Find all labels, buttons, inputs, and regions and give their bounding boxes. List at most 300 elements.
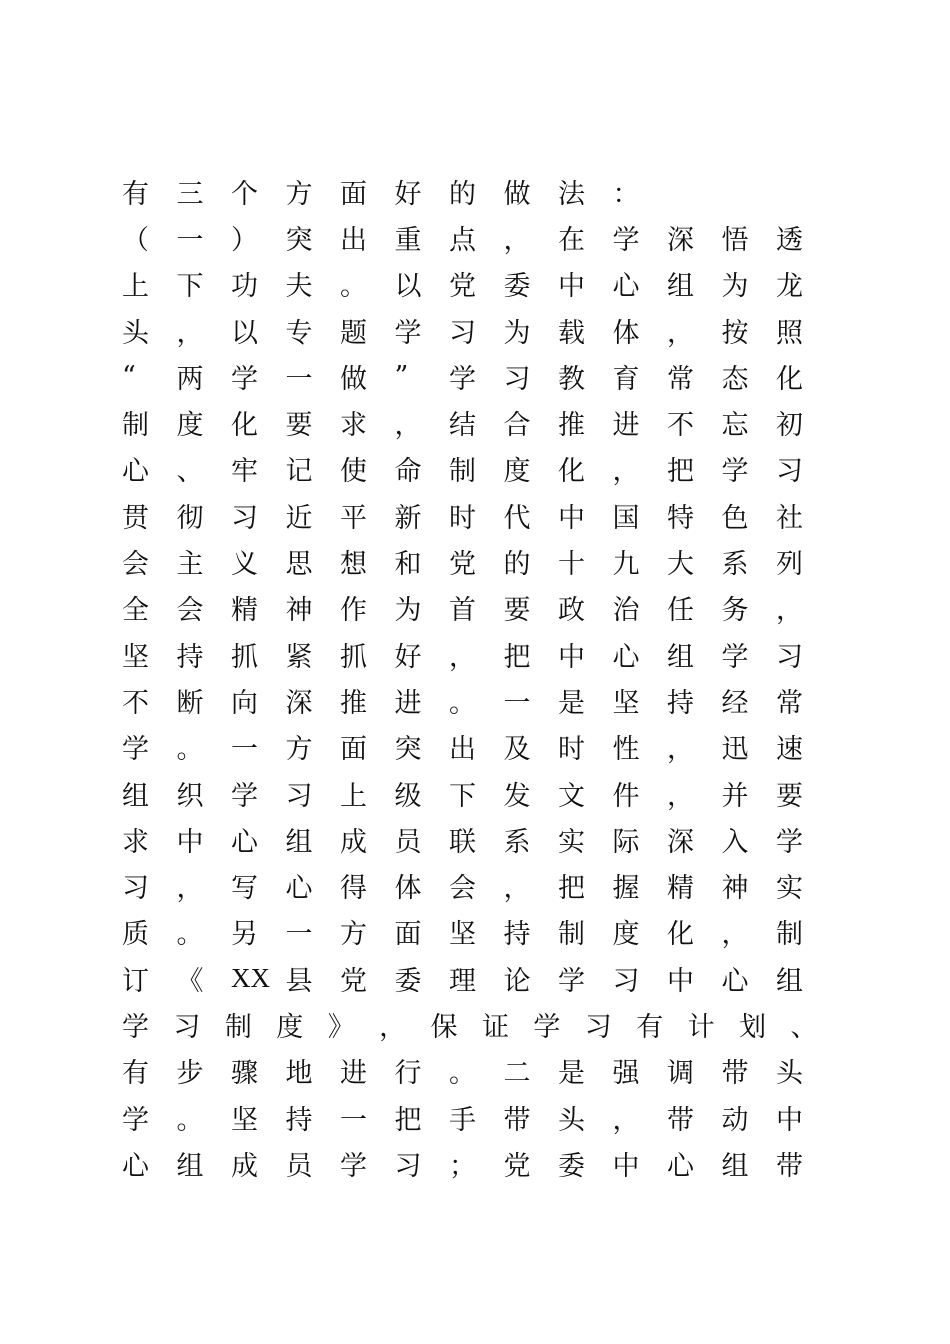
glyph: 抓 bbox=[231, 641, 258, 673]
glyph: 习 bbox=[776, 456, 803, 488]
text-line bbox=[122, 214, 842, 260]
text-line bbox=[122, 724, 842, 770]
glyph: 下 bbox=[449, 780, 476, 812]
glyph: 做 bbox=[503, 178, 531, 210]
glyph: 一 bbox=[503, 687, 531, 719]
glyph: 进 bbox=[394, 687, 422, 719]
glyph: 好 bbox=[394, 641, 422, 673]
glyph: 中 bbox=[612, 1150, 640, 1182]
glyph: 断 bbox=[176, 687, 204, 719]
glyph: 面 bbox=[394, 919, 422, 951]
glyph: 党 bbox=[503, 1150, 531, 1182]
glyph: 有 bbox=[636, 1011, 664, 1043]
glyph: 有 bbox=[122, 1058, 149, 1090]
glyph: 持 bbox=[667, 687, 694, 719]
glyph: 地 bbox=[285, 1058, 313, 1090]
text-line bbox=[122, 261, 842, 307]
glyph: 以 bbox=[394, 271, 422, 303]
glyph: 神 bbox=[285, 595, 313, 627]
glyph: 。 bbox=[449, 687, 476, 719]
glyph: 中 bbox=[558, 271, 585, 303]
glyph: 十 bbox=[558, 549, 585, 581]
glyph: 带 bbox=[721, 1058, 749, 1090]
glyph: ， bbox=[176, 317, 204, 349]
glyph: ， bbox=[667, 317, 694, 349]
glyph: 员 bbox=[285, 1150, 313, 1182]
glyph: 态 bbox=[721, 363, 749, 395]
glyph: 会 bbox=[176, 595, 204, 627]
glyph: 突 bbox=[394, 734, 422, 766]
glyph: 坚 bbox=[122, 641, 149, 673]
glyph: 中 bbox=[667, 965, 694, 997]
text-line bbox=[122, 955, 842, 1001]
glyph: 习 bbox=[776, 641, 803, 673]
glyph: 组 bbox=[667, 271, 694, 303]
glyph: 任 bbox=[667, 595, 694, 627]
glyph: 学 bbox=[449, 363, 476, 395]
glyph: ， bbox=[667, 734, 694, 766]
glyph: “ bbox=[122, 360, 136, 392]
glyph: 习 bbox=[394, 1150, 422, 1182]
glyph: 学 bbox=[533, 1011, 561, 1043]
glyph: ， bbox=[176, 873, 204, 905]
glyph: 政 bbox=[558, 595, 585, 627]
text-line bbox=[122, 1140, 842, 1186]
glyph: 一 bbox=[176, 224, 204, 256]
glyph: 要 bbox=[285, 410, 313, 442]
text-line bbox=[122, 1094, 842, 1140]
glyph: 组 bbox=[176, 1150, 204, 1182]
glyph: XX bbox=[231, 962, 270, 993]
glyph: ， bbox=[667, 780, 694, 812]
glyph: 有 bbox=[122, 178, 149, 210]
glyph: 首 bbox=[449, 595, 476, 627]
glyph: 初 bbox=[776, 410, 803, 442]
glyph: 使 bbox=[340, 456, 367, 488]
glyph: 贯 bbox=[122, 502, 149, 534]
glyph: ， bbox=[394, 410, 422, 442]
glyph: 心 bbox=[667, 1150, 694, 1182]
glyph: 入 bbox=[721, 826, 749, 858]
glyph: 调 bbox=[667, 1058, 694, 1090]
glyph: 化 bbox=[558, 456, 585, 488]
glyph: 际 bbox=[612, 826, 640, 858]
glyph: 手 bbox=[449, 1104, 476, 1136]
glyph: 习 bbox=[285, 780, 313, 812]
glyph: 带 bbox=[667, 1104, 694, 1136]
glyph: 为 bbox=[503, 317, 531, 349]
text-line bbox=[122, 631, 842, 677]
glyph: 不 bbox=[122, 687, 149, 719]
glyph: 论 bbox=[503, 965, 531, 997]
glyph: 发 bbox=[503, 780, 531, 812]
glyph: 作 bbox=[340, 595, 367, 627]
glyph: 持 bbox=[176, 641, 204, 673]
glyph: 两 bbox=[176, 363, 204, 395]
glyph: 制 bbox=[224, 1011, 252, 1043]
glyph: 合 bbox=[503, 410, 531, 442]
glyph: 突 bbox=[285, 224, 313, 256]
glyph: 习 bbox=[449, 317, 476, 349]
glyph: 学 bbox=[122, 1104, 149, 1136]
glyph: 制 bbox=[558, 919, 585, 951]
glyph: 习 bbox=[584, 1011, 612, 1043]
glyph: 迅 bbox=[721, 734, 749, 766]
glyph: 、 bbox=[176, 456, 204, 488]
glyph: 常 bbox=[776, 687, 803, 719]
glyph: 中 bbox=[776, 1104, 803, 1136]
glyph: 功 bbox=[231, 271, 258, 303]
glyph: 学 bbox=[231, 363, 258, 395]
glyph: （ bbox=[122, 224, 149, 256]
text-line bbox=[122, 816, 842, 862]
glyph: 学 bbox=[721, 641, 749, 673]
glyph: 以 bbox=[231, 317, 258, 349]
glyph: 进 bbox=[340, 1058, 367, 1090]
glyph: 《 bbox=[176, 965, 204, 997]
glyph: 坚 bbox=[231, 1104, 258, 1136]
glyph: 神 bbox=[721, 873, 749, 905]
glyph: 习 bbox=[173, 1011, 201, 1043]
glyph: 经 bbox=[721, 687, 749, 719]
glyph: 速 bbox=[776, 734, 803, 766]
glyph: 成 bbox=[340, 826, 367, 858]
glyph: 务 bbox=[721, 595, 749, 627]
glyph: 命 bbox=[394, 456, 422, 488]
glyph: 学 bbox=[122, 734, 149, 766]
glyph: 委 bbox=[558, 1150, 585, 1182]
glyph: 头 bbox=[558, 1104, 585, 1136]
glyph: 方 bbox=[340, 919, 367, 951]
glyph: 常 bbox=[667, 363, 694, 395]
glyph: 中 bbox=[176, 826, 204, 858]
glyph: 深 bbox=[285, 687, 313, 719]
glyph: 学 bbox=[394, 317, 422, 349]
glyph: 抓 bbox=[340, 641, 367, 673]
glyph: 点 bbox=[449, 224, 476, 256]
glyph: 握 bbox=[612, 873, 640, 905]
glyph: 持 bbox=[503, 919, 531, 951]
body-text bbox=[122, 168, 842, 1187]
glyph: 员 bbox=[394, 826, 422, 858]
glyph: 好 bbox=[394, 178, 422, 210]
glyph: 化 bbox=[667, 919, 694, 951]
glyph: ， bbox=[612, 1104, 640, 1136]
glyph: 列 bbox=[776, 549, 803, 581]
glyph: 党 bbox=[449, 271, 476, 303]
glyph: 为 bbox=[721, 271, 749, 303]
glyph: 彻 bbox=[176, 502, 204, 534]
glyph: 心 bbox=[122, 1150, 149, 1182]
glyph: ， bbox=[776, 595, 803, 627]
glyph: 学 bbox=[231, 780, 258, 812]
glyph: 制 bbox=[122, 410, 149, 442]
glyph: 出 bbox=[449, 734, 476, 766]
glyph: 下 bbox=[176, 271, 204, 303]
glyph: 九 bbox=[612, 549, 640, 581]
glyph: 。 bbox=[449, 1058, 476, 1090]
glyph: 心 bbox=[612, 641, 640, 673]
glyph: ， bbox=[503, 873, 531, 905]
glyph: 求 bbox=[122, 826, 149, 858]
text-line bbox=[122, 677, 842, 723]
glyph: 中 bbox=[558, 502, 585, 534]
glyph: 推 bbox=[558, 410, 585, 442]
glyph: 方 bbox=[285, 178, 313, 210]
glyph: 委 bbox=[394, 965, 422, 997]
glyph: 把 bbox=[558, 873, 585, 905]
glyph: 订 bbox=[122, 965, 149, 997]
glyph: 文 bbox=[558, 780, 585, 812]
glyph: 性 bbox=[612, 734, 640, 766]
glyph: 带 bbox=[776, 1150, 803, 1182]
glyph: 质 bbox=[122, 919, 149, 951]
glyph: 代 bbox=[503, 502, 531, 534]
glyph: 保 bbox=[430, 1011, 458, 1043]
glyph: 要 bbox=[776, 780, 803, 812]
glyph: 组 bbox=[285, 826, 313, 858]
glyph: 坚 bbox=[612, 687, 640, 719]
text-line bbox=[122, 446, 842, 492]
glyph: 。 bbox=[176, 734, 204, 766]
glyph: ， bbox=[721, 919, 749, 951]
glyph: 精 bbox=[667, 873, 694, 905]
glyph: 坚 bbox=[449, 919, 476, 951]
glyph: ） bbox=[231, 224, 258, 256]
glyph: 把 bbox=[394, 1104, 422, 1136]
glyph: 主 bbox=[176, 549, 204, 581]
glyph: 及 bbox=[503, 734, 531, 766]
glyph: 重 bbox=[394, 224, 422, 256]
glyph: 时 bbox=[558, 734, 585, 766]
glyph: 县 bbox=[285, 965, 313, 997]
glyph: ， bbox=[449, 641, 476, 673]
glyph: 学 bbox=[612, 224, 640, 256]
glyph: 学 bbox=[122, 1011, 149, 1043]
glyph: 牢 bbox=[231, 456, 258, 488]
glyph: 是 bbox=[558, 687, 585, 719]
glyph: 会 bbox=[449, 873, 476, 905]
glyph: 向 bbox=[231, 687, 258, 719]
glyph: ， bbox=[612, 456, 640, 488]
glyph: 中 bbox=[558, 641, 585, 673]
glyph: 级 bbox=[394, 780, 422, 812]
glyph: ； bbox=[449, 1150, 476, 1182]
glyph: 方 bbox=[285, 734, 313, 766]
glyph: 出 bbox=[340, 224, 367, 256]
glyph: 强 bbox=[612, 1058, 640, 1090]
glyph: 写 bbox=[231, 873, 258, 905]
glyph: 国 bbox=[612, 502, 640, 534]
glyph: 一 bbox=[231, 734, 258, 766]
glyph: 、 bbox=[790, 1011, 818, 1043]
glyph: 新 bbox=[394, 502, 422, 534]
glyph: 面 bbox=[340, 734, 367, 766]
glyph: 法 bbox=[558, 178, 585, 210]
glyph: 心 bbox=[721, 965, 749, 997]
text-line bbox=[122, 770, 842, 816]
glyph: 思 bbox=[285, 549, 313, 581]
glyph: 另 bbox=[231, 919, 258, 951]
glyph: 深 bbox=[667, 826, 694, 858]
glyph: 社 bbox=[776, 502, 803, 534]
text-line bbox=[122, 492, 842, 538]
glyph: 划 bbox=[739, 1011, 767, 1043]
glyph: 行 bbox=[394, 1058, 422, 1090]
glyph: 心 bbox=[612, 271, 640, 303]
glyph: 。 bbox=[340, 271, 367, 303]
glyph: 习 bbox=[231, 502, 258, 534]
glyph: 证 bbox=[481, 1011, 509, 1043]
glyph: 学 bbox=[340, 1150, 367, 1182]
glyph: 时 bbox=[449, 502, 476, 534]
text-line bbox=[122, 353, 842, 399]
glyph: 学 bbox=[776, 826, 803, 858]
glyph: 度 bbox=[176, 410, 204, 442]
glyph: ： bbox=[612, 178, 640, 210]
glyph: 为 bbox=[394, 595, 422, 627]
glyph: 在 bbox=[558, 224, 585, 256]
glyph: 动 bbox=[721, 1104, 749, 1136]
glyph: 系 bbox=[721, 549, 749, 581]
glyph: 照 bbox=[776, 317, 803, 349]
glyph: 习 bbox=[612, 965, 640, 997]
glyph: 的 bbox=[449, 178, 476, 210]
glyph: 党 bbox=[340, 965, 367, 997]
glyph: 件 bbox=[612, 780, 640, 812]
glyph: 会 bbox=[122, 549, 149, 581]
glyph: 二 bbox=[503, 1058, 531, 1090]
glyph: ” bbox=[394, 360, 409, 392]
glyph: 度 bbox=[276, 1011, 304, 1043]
glyph: 党 bbox=[449, 549, 476, 581]
glyph: 不 bbox=[667, 410, 694, 442]
glyph: 并 bbox=[721, 780, 749, 812]
glyph: 计 bbox=[687, 1011, 715, 1043]
text-line bbox=[122, 307, 842, 353]
glyph: ， bbox=[503, 224, 531, 256]
glyph: 三 bbox=[176, 178, 204, 210]
glyph: 联 bbox=[449, 826, 476, 858]
glyph: 委 bbox=[503, 271, 531, 303]
glyph: 忘 bbox=[721, 410, 749, 442]
glyph: 深 bbox=[667, 224, 694, 256]
glyph: 全 bbox=[122, 595, 149, 627]
glyph: 习 bbox=[122, 873, 149, 905]
glyph: 组 bbox=[122, 780, 149, 812]
glyph: 按 bbox=[721, 317, 749, 349]
glyph: 化 bbox=[231, 410, 258, 442]
text-line bbox=[122, 1048, 842, 1094]
text-line bbox=[122, 585, 842, 631]
glyph: 个 bbox=[231, 178, 258, 210]
glyph: 精 bbox=[231, 595, 258, 627]
glyph: 持 bbox=[285, 1104, 313, 1136]
glyph: 习 bbox=[503, 363, 531, 395]
text-line bbox=[122, 862, 842, 908]
glyph: 和 bbox=[394, 549, 422, 581]
glyph: 组 bbox=[721, 1150, 749, 1182]
glyph: 治 bbox=[612, 595, 640, 627]
text-line bbox=[122, 399, 842, 445]
text-line bbox=[122, 1001, 842, 1047]
glyph: 做 bbox=[340, 363, 367, 395]
glyph: 题 bbox=[340, 317, 367, 349]
glyph: 育 bbox=[612, 363, 640, 395]
glyph: 把 bbox=[667, 456, 694, 488]
glyph: 体 bbox=[612, 317, 640, 349]
glyph: ， bbox=[379, 1011, 407, 1043]
glyph: 一 bbox=[285, 363, 313, 395]
glyph: 特 bbox=[667, 502, 694, 534]
glyph: 》 bbox=[327, 1011, 355, 1043]
glyph: 夫 bbox=[285, 271, 313, 303]
glyph: 记 bbox=[285, 456, 313, 488]
glyph: 一 bbox=[285, 919, 313, 951]
glyph: 进 bbox=[612, 410, 640, 442]
glyph: 组 bbox=[667, 641, 694, 673]
glyph: 龙 bbox=[776, 271, 803, 303]
glyph: 上 bbox=[122, 271, 149, 303]
glyph: 学 bbox=[558, 965, 585, 997]
glyph: 面 bbox=[340, 178, 367, 210]
glyph: 制 bbox=[776, 919, 803, 951]
glyph: 度 bbox=[503, 456, 531, 488]
glyph: 织 bbox=[176, 780, 204, 812]
glyph: 得 bbox=[340, 873, 367, 905]
glyph: 近 bbox=[285, 502, 313, 534]
glyph: 专 bbox=[285, 317, 313, 349]
glyph: 结 bbox=[449, 410, 476, 442]
glyph: 头 bbox=[776, 1058, 803, 1090]
glyph: 学 bbox=[721, 456, 749, 488]
glyph: 心 bbox=[231, 826, 258, 858]
glyph: 平 bbox=[340, 502, 367, 534]
glyph: 想 bbox=[340, 549, 367, 581]
glyph: 。 bbox=[176, 919, 204, 951]
glyph: 的 bbox=[503, 549, 531, 581]
glyph: 要 bbox=[503, 595, 531, 627]
text-line bbox=[122, 909, 842, 955]
glyph: 实 bbox=[776, 873, 803, 905]
glyph: 实 bbox=[558, 826, 585, 858]
glyph: 骤 bbox=[231, 1058, 258, 1090]
glyph: 教 bbox=[558, 363, 585, 395]
glyph: 组 bbox=[776, 965, 803, 997]
glyph: 义 bbox=[231, 549, 258, 581]
glyph: 是 bbox=[558, 1058, 585, 1090]
glyph: 把 bbox=[503, 641, 531, 673]
glyph: 理 bbox=[449, 965, 476, 997]
glyph: 色 bbox=[721, 502, 749, 534]
glyph: 体 bbox=[394, 873, 422, 905]
glyph: 大 bbox=[667, 549, 694, 581]
glyph: 步 bbox=[176, 1058, 204, 1090]
glyph: 悟 bbox=[721, 224, 749, 256]
glyph: 度 bbox=[612, 919, 640, 951]
glyph: 上 bbox=[340, 780, 367, 812]
glyph: 头 bbox=[122, 317, 149, 349]
glyph: 成 bbox=[231, 1150, 258, 1182]
glyph: 化 bbox=[776, 363, 803, 395]
glyph: 一 bbox=[340, 1104, 367, 1136]
text-line bbox=[122, 168, 842, 214]
glyph: 。 bbox=[176, 1104, 204, 1136]
glyph: 制 bbox=[449, 456, 476, 488]
glyph: 推 bbox=[340, 687, 367, 719]
glyph: 心 bbox=[285, 873, 313, 905]
text-line bbox=[122, 538, 842, 584]
